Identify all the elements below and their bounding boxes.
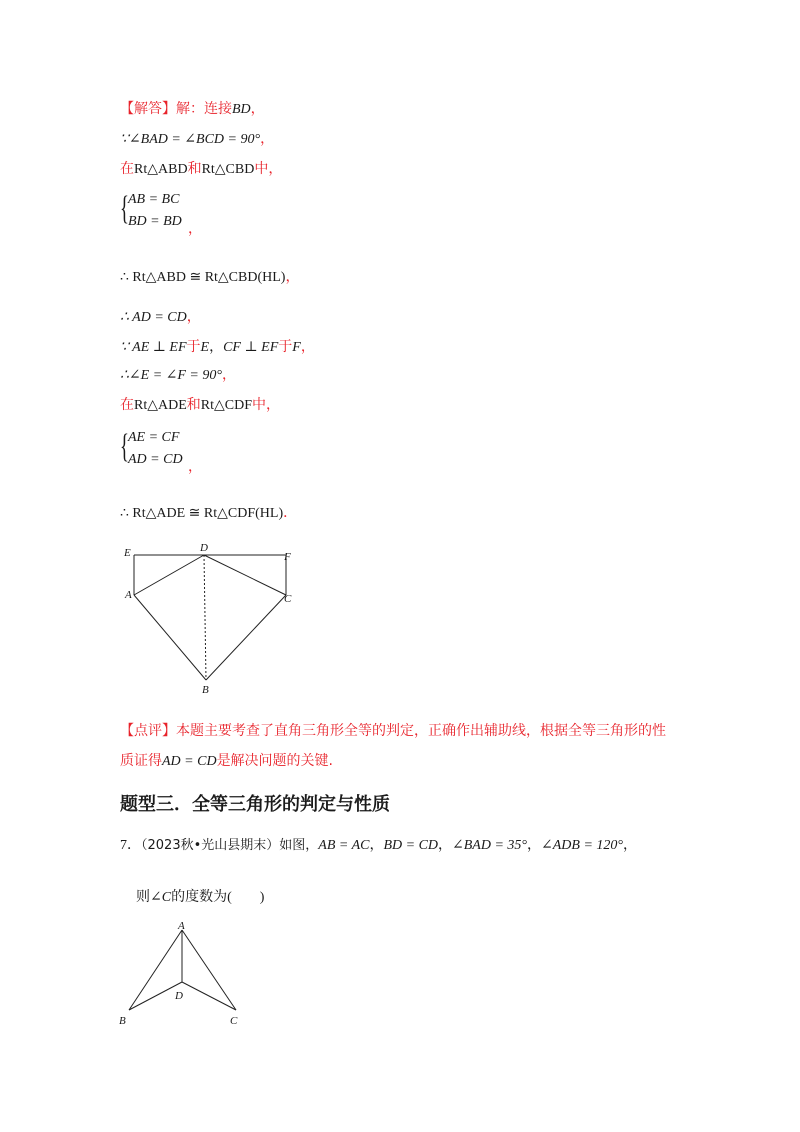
angle-e-f-equation: ∴∠E = ∠F = 90° [120, 368, 222, 383]
solution-header [120, 100, 265, 119]
triangle-ade: Rt△ADE [134, 398, 187, 413]
cond-ab-ac: AB = AC [318, 838, 370, 853]
label-a: A [125, 589, 132, 601]
question-text: 的度数为 [171, 889, 228, 905]
answer-blank: ( ) [227, 890, 265, 905]
comment-text-2b: 是解决问题的关键. [216, 753, 334, 769]
label-b: B [202, 684, 209, 696]
text-middle: 中， [254, 161, 283, 177]
period: ． [283, 505, 298, 521]
figure-triangle [116, 918, 252, 1032]
comma: ， [209, 339, 224, 355]
congruence-2: ∴ Rt△ADE ≅ Rt△CDF(HL) [120, 506, 284, 521]
brace: { [120, 428, 129, 465]
system2-row2: AD = CD [128, 452, 183, 467]
point-e: E [200, 340, 210, 355]
system1-row2: BD = BD [128, 214, 182, 229]
line-in-triangles-2 [120, 396, 280, 415]
text-and: 和 [186, 397, 201, 413]
segment-bd-dashed [204, 555, 206, 680]
equation-system-2 [120, 430, 240, 474]
problem-7-question [136, 888, 264, 907]
text-at: 于 [278, 339, 293, 355]
label-b: B [119, 1015, 126, 1027]
question-prefix: 则 [136, 889, 150, 905]
comment-text-2a: 质证得 [120, 753, 162, 769]
ae-perp-ef: ∵ AE ⊥ EF [120, 340, 187, 355]
comma: ， [188, 459, 202, 475]
line-ad-cd [120, 308, 201, 327]
brace: { [120, 190, 129, 227]
triangle-cdf: Rt△CDF [200, 398, 253, 413]
segment-cb [206, 595, 286, 680]
label-f: F [284, 551, 291, 563]
cond-adb: ∠ADB = 120° [541, 838, 624, 853]
comma: ， [285, 269, 300, 285]
text-middle: 中， [252, 397, 281, 413]
label-a: A [178, 920, 185, 932]
problem-number: 7． [120, 838, 141, 853]
cond-bd-cd: BD = CD [383, 838, 439, 853]
cond-bad: ∠BAD = 35° [452, 838, 528, 853]
segment-ad [134, 555, 204, 595]
segment-dc [204, 555, 286, 595]
text-in: 在 [120, 397, 134, 413]
line-congruent-1 [120, 268, 299, 287]
line-congruent-2 [120, 504, 297, 523]
segment-ac [182, 930, 236, 1010]
cf-perp-ef: CF ⊥ EF [223, 340, 279, 355]
sep: ， [369, 837, 384, 853]
system1-row1: AB = BC [128, 192, 180, 207]
triangle-cbd: Rt△CBD [201, 162, 255, 177]
figure-quadrilateral [118, 540, 298, 700]
label-c: C [284, 593, 292, 605]
text-in: 在 [120, 161, 134, 177]
comment-text-1: 【点评】本题主要考查了直角三角形全等的判定，正确作出辅助线，根据全等三角形的性 [120, 723, 666, 739]
label-d: D [200, 542, 208, 554]
segment-ab [134, 595, 206, 680]
comment-line-1 [120, 722, 666, 740]
angles-equation: ∵∠BAD = ∠BCD = 90° [120, 132, 261, 147]
comment-math: AD = CD [162, 754, 217, 769]
line-in-triangles-1 [120, 160, 282, 179]
system2-row1: AE = CF [128, 430, 180, 445]
sep: ， [623, 837, 638, 853]
section-heading: 题型三．全等三角形的判定与性质 [120, 794, 390, 815]
comment-line-2 [120, 752, 333, 771]
ad-equals-cd: ∴ AD = CD [120, 310, 187, 325]
solution-header-label: 【解答】解：连接 [120, 101, 232, 117]
comma: ， [188, 221, 202, 237]
line-angles-90 [120, 130, 274, 149]
text-and: 和 [187, 161, 202, 177]
comma: ， [300, 339, 315, 355]
triangle-abd: Rt△ABD [134, 162, 188, 177]
sep: ， [527, 837, 542, 853]
label-e: E [124, 547, 131, 559]
point-f: F [292, 340, 301, 355]
text-at: 于 [186, 339, 201, 355]
header-var: BD [232, 102, 251, 117]
angle-c: ∠C [150, 890, 172, 905]
comma: ， [186, 309, 201, 325]
equation-system-1 [120, 192, 240, 236]
sep: ， [438, 837, 453, 853]
congruence-1: ∴ Rt△ABD ≅ Rt△CBD(HL) [120, 270, 286, 285]
segment-dc [182, 982, 236, 1010]
label-d: D [175, 990, 183, 1002]
label-c: C [230, 1015, 238, 1027]
comma: ， [260, 131, 275, 147]
problem-7-statement [120, 836, 637, 855]
line-angles-e-f [120, 366, 236, 385]
header-tail: ， [250, 101, 265, 117]
line-perpendicular [120, 338, 315, 357]
comma: ， [221, 367, 236, 383]
problem-source: （2023秋•光山县期末）如图， [141, 838, 319, 853]
